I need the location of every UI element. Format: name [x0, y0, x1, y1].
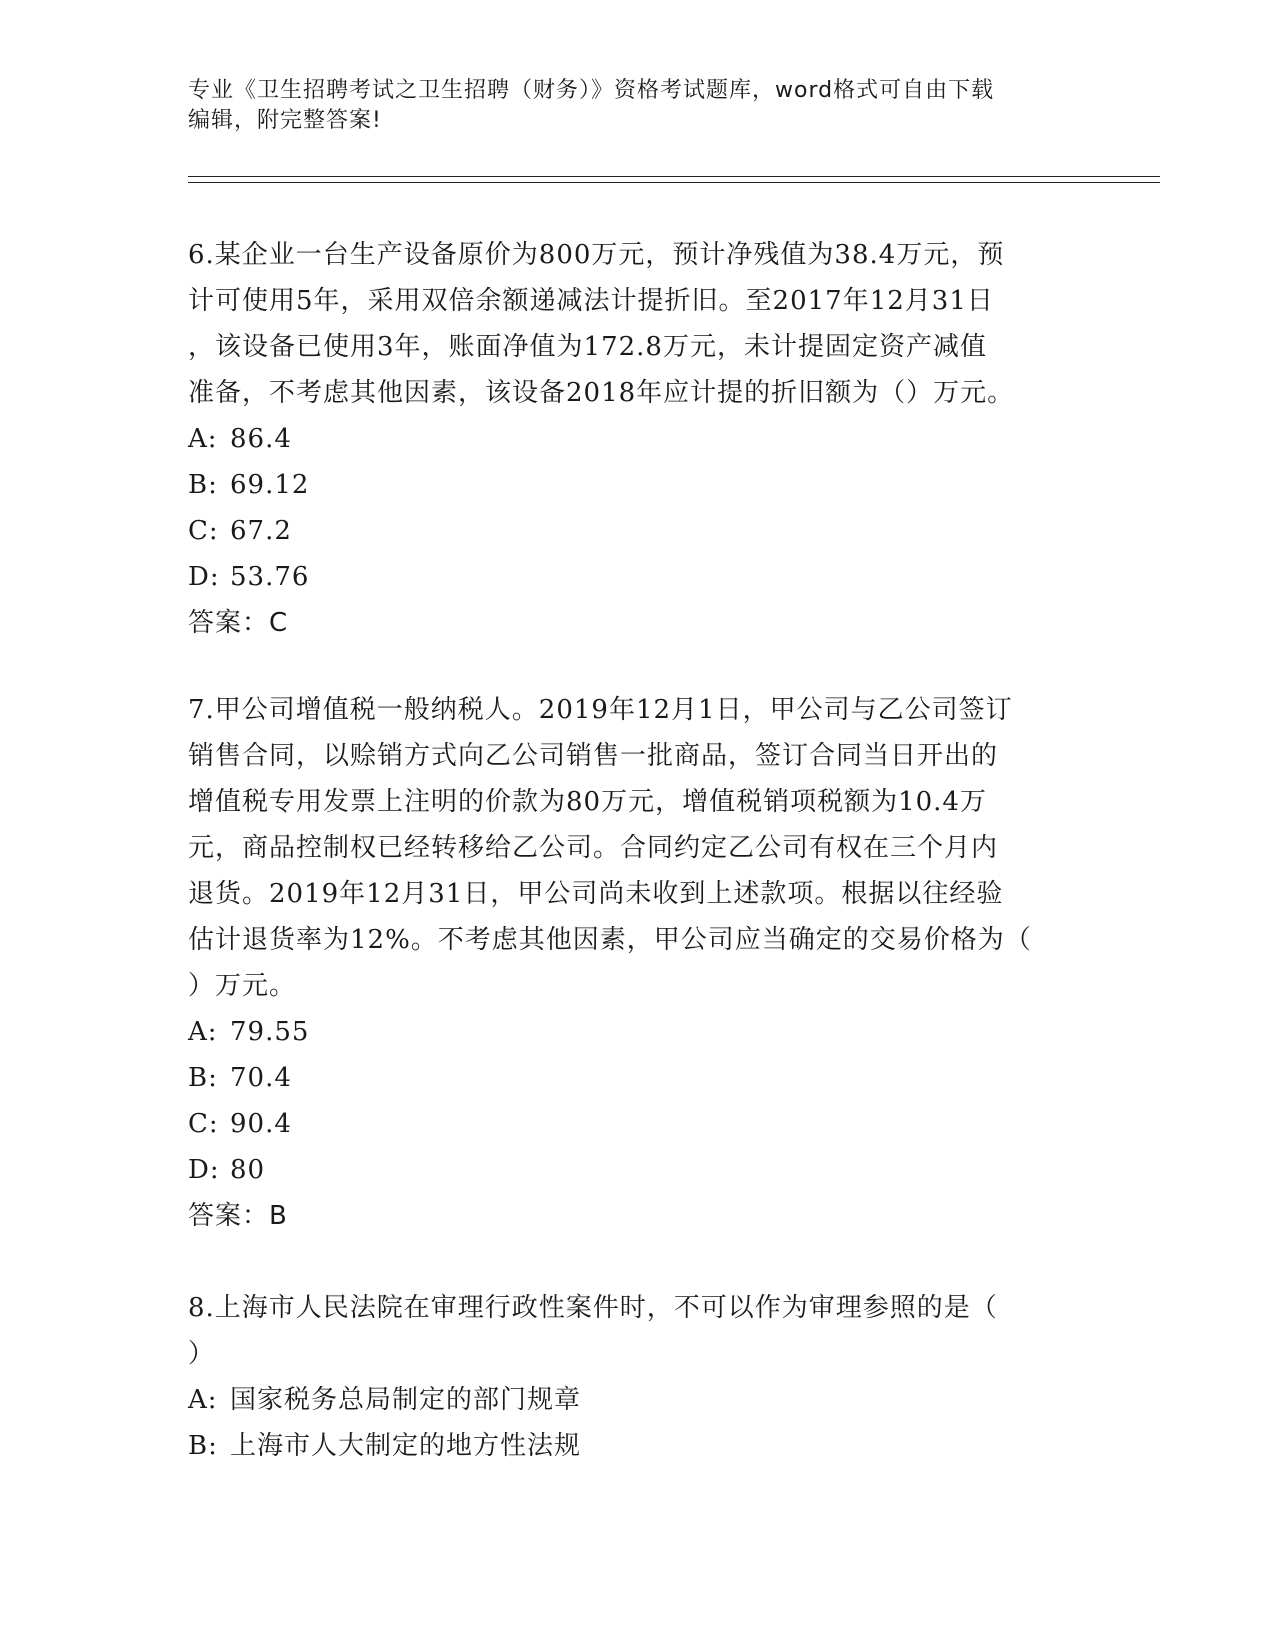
header-divider [188, 176, 1160, 177]
option-letter: C: [188, 1109, 219, 1139]
option-text: 70.4 [230, 1063, 292, 1093]
question-stem-line: 增值税专用发票上注明的价款为80万元，增值税销项税额为10.4万 [188, 787, 987, 817]
answer-line: 答案：C [188, 608, 289, 638]
question-stem-line: ） [188, 1339, 216, 1369]
header-line: 编辑，附完整答案! [188, 108, 382, 133]
option-letter: A: [188, 424, 218, 454]
option-letter: C: [188, 516, 219, 546]
option-letter: B: [188, 1063, 218, 1093]
question-7 [188, 687, 1088, 1239]
question-stem-line: 销售合同，以赊销方式向乙公司销售一批商品，签订合同当日开出的 [188, 741, 999, 771]
option-text: 67.2 [230, 516, 292, 546]
option-letter: A: [188, 1385, 218, 1415]
option-text: 53.76 [230, 562, 310, 592]
option-letter: A: [188, 1017, 218, 1047]
option-letter: D: [188, 1155, 220, 1185]
option-text: 69.12 [230, 470, 310, 500]
question-stem-line: ，该设备已使用3年，账面净值为172.8万元，未计提固定资产减值 [188, 332, 987, 362]
question-stem-line: ）万元。 [188, 971, 297, 1001]
option-a [188, 1009, 1088, 1055]
option-b [188, 1423, 1088, 1469]
question-stem-line: 估计退货率为12%。不考虑其他因素，甲公司应当确定的交易价格为（ [188, 925, 1032, 955]
option-a [188, 416, 1088, 462]
question-stem-line: 计可使用5年，采用双倍余额递减法计提折旧。至2017年12月31日 [188, 286, 994, 316]
option-text: 90.4 [230, 1109, 292, 1139]
option-a [188, 1377, 1088, 1423]
option-c [188, 1101, 1088, 1147]
answer-line: 答案：B [188, 1201, 288, 1231]
question-stem-line: 8.上海市人民法院在审理行政性案件时，不可以作为审理参照的是（ [188, 1293, 998, 1323]
option-c [188, 508, 1088, 554]
option-text: 国家税务总局制定的部门规章 [230, 1385, 582, 1415]
question-8 [188, 1285, 1088, 1469]
option-text: 上海市人大制定的地方性法规 [230, 1431, 582, 1461]
header-line: 专业《卫生招聘考试之卫生招聘（财务）》资格考试题库，word格式可自由下载 [188, 78, 995, 103]
option-b [188, 1055, 1088, 1101]
option-d [188, 554, 1088, 600]
question-stem-line: 6.某企业一台生产设备原价为800万元，预计净残值为38.4万元，预 [188, 240, 1005, 270]
option-text: 79.55 [230, 1017, 310, 1047]
question-stem-line: 7.甲公司增值税一般纳税人。2019年12月1日，甲公司与乙公司签订 [188, 695, 1013, 725]
header-divider [188, 182, 1160, 183]
question-6 [188, 232, 1088, 646]
question-stem-line: 退货。2019年12月31日，甲公司尚未收到上述款项。根据以往经验 [188, 879, 1004, 909]
option-text: 86.4 [230, 424, 292, 454]
option-letter: D: [188, 562, 220, 592]
question-stem-line: 元，商品控制权已经转移给乙公司。合同约定乙公司有权在三个月内 [188, 833, 999, 863]
option-b [188, 462, 1088, 508]
question-stem-line: 准备，不考虑其他因素，该设备2018年应计提的折旧额为（）万元。 [188, 378, 1015, 408]
option-letter: B: [188, 470, 218, 500]
document-header [188, 76, 1088, 136]
option-letter: B: [188, 1431, 218, 1461]
option-d [188, 1147, 1088, 1193]
option-text: 80 [230, 1155, 266, 1185]
